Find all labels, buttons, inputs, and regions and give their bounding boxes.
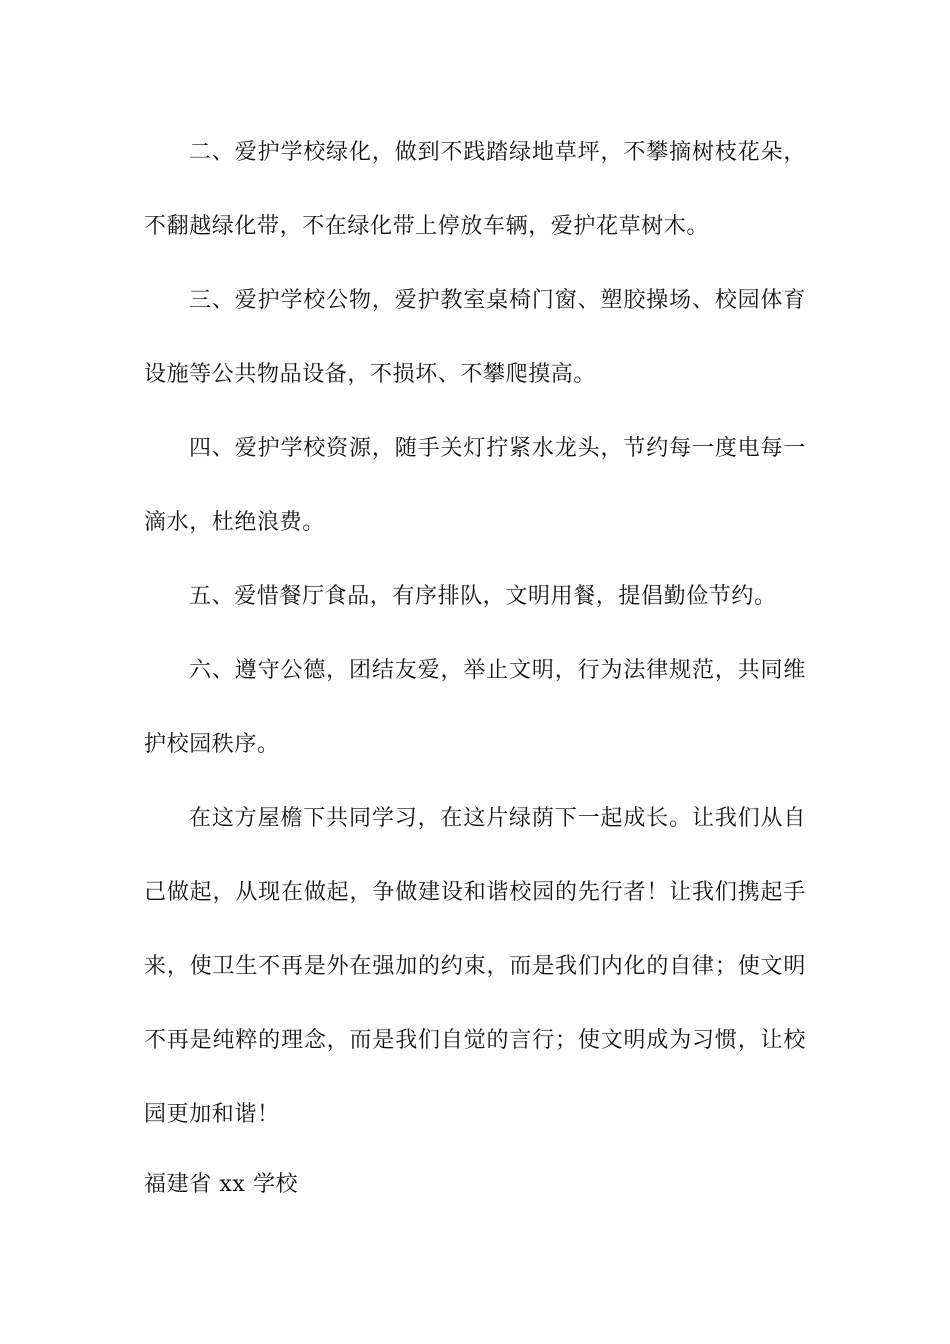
paragraph-green-protection: 二、爱护学校绿化，做到不践踏绿地草坪，不攀摘树枝花朵，不翻越绿化带，不在绿化带上停放车辆，爱护花草树木。 <box>144 140 806 239</box>
paragraph-canteen: 五、爱惜餐厅食品，有序排队，文明用餐，提倡勤俭节约。 <box>189 584 777 609</box>
paragraph-closing: 在这方屋檐下共同学习，在这片绿荫下一起成长。让我们从自己做起，从现在做起，争做建设和谐校园的先行者！让我们携起手来，使卫生不再是外在强加的约束，而是我们内化的自律；使文明不再是纯粹的理念，而是我们自觉的言行；使文明成为习惯，让校园更加和谐！ <box>144 806 806 1127</box>
paragraph-public-property: 三、爱护学校公物，爱护教室桌椅门窗、塑胶操场、校园体育设施等公共物品设备，不损坏、不攀爬摸高。 <box>144 288 806 387</box>
paragraph-public-morality: 六、遵守公德，团结友爱，举止文明，行为法律规范，共同维护校园秩序。 <box>144 658 806 757</box>
paragraph-resources: 四、爱护学校资源，随手关灯拧紧水龙头，节约每一度电每一滴水，杜绝浪费。 <box>144 436 806 535</box>
signature-school: 福建省 xx 学校 <box>144 1172 299 1197</box>
document-body <box>144 116 806 1210</box>
